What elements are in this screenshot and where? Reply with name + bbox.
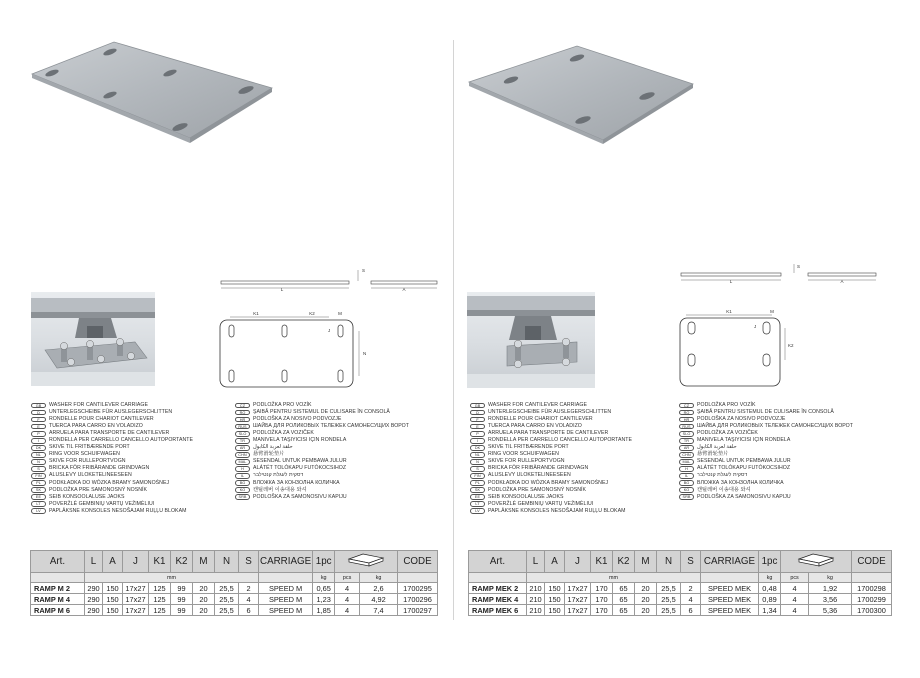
table-row: RAMP MEK 2 210 150 17x27 170 65 20 25,5 2 SPEED MEK 0,48 4 1,92 1700298 — [469, 583, 892, 594]
lang-item: RO ŞAIBĂ PENTRU SISTEMUL DE CULISARE ÎN CONSOLĂ — [679, 409, 853, 416]
table-header-row: Art. L A J K1 K2 M N S CARRIAGE 1pc CODE — [31, 551, 438, 573]
lang-item: KO 캔틸레버 이송대용 와셔 — [679, 487, 853, 494]
technical-drawing — [672, 262, 912, 390]
lang-item: N SKIVE FOR RULLEPORTVOGN — [470, 458, 632, 465]
lang-item: BG ВЛОЖКА ЗА КОНЗОЛНА КОЛИЧКА — [235, 480, 409, 487]
lang-item: LT POVERŽLĖ GEMBINIŲ VARTŲ VEŽIMĖLIUI — [470, 501, 632, 508]
lang-item: CHN 悬臂滑轮垫片 — [679, 451, 853, 458]
lang-item: PL PODKŁADKA DO WÓZKA BRAMY SAMONOŚNEJ — [31, 480, 193, 487]
lang-item: D UNTERLEGSCHEIBE FÜR AUSLEGERSCHLITTEN — [470, 409, 632, 416]
spec-table — [30, 550, 438, 616]
lang-item: MAL SESENDAL UNTUK PEMBAWA JULUR — [235, 458, 409, 465]
lang-item: RUS ШАЙБА ДЛЯ РОЛИКОВЫХ ТЕЛЕЖЕК САМОНЕСУЩИХ ВОРОТ — [235, 423, 409, 430]
table-row: RAMP M 6 290 150 17x27 125 99 20 25,5 6 SPEED M 1,85 4 7,4 1700297 — [31, 605, 438, 616]
lang-item: LT POVERŽLĖ GEMBINIŲ VARTŲ VEŽIMĖLIUI — [31, 501, 193, 508]
table-row: RAMP M 4 290 150 17x27 125 99 20 25,5 4 SPEED M 1,23 4 4,92 1700296 — [31, 594, 438, 605]
lang-item: S BRICKA FÖR FRIBÄRANDE GRINDVAGN — [31, 465, 193, 472]
mounting-photo — [467, 292, 595, 388]
lang-item: H ALÁTÉT TOLÓKAPU FUTÓKOCSIHOZ — [679, 465, 853, 472]
lang-item: DK SKIVE TIL FRITBÆRENDE PORT — [31, 444, 193, 451]
plate-photo-4-holes — [465, 40, 705, 150]
lang-item: RO ŞAIBĂ PENTRU SISTEMUL DE CULISARE ÎN CONSOLĂ — [235, 409, 409, 416]
lang-item: F RONDELLE POUR CHARIOT CANTILEVER — [470, 416, 632, 423]
lang-item: SRB PODLOŠKA ZA SAMONOSIVU KAPIJU — [235, 494, 409, 501]
lang-item: RUS ШАЙБА ДЛЯ РОЛИКОВЫХ ТЕЛЕЖЕК САМОНЕСУЩИХ ВОРОТ — [679, 423, 853, 430]
lang-item: SLO PODLOŽKA ZA VOZIČEK — [679, 430, 853, 437]
lang-item: SLO PODLOŽKA ZA VOZIČEK — [235, 430, 409, 437]
language-list-column-2 — [679, 402, 853, 501]
technical-drawing — [212, 262, 452, 390]
lang-item: AR حلقة لعربة الكابول — [679, 444, 853, 451]
table-header-row: Art. L A J K1 K2 M N S CARRIAGE 1pc CODE — [469, 551, 892, 573]
lang-item: N SKIVE FOR RULLEPORTVOGN — [31, 458, 193, 465]
language-list-column-1 — [470, 402, 632, 515]
lang-item: LV PAPLĀKSNE KONSOLES NESOŠAJAM RUĻĻU BLOKAM — [470, 508, 632, 515]
package-icon — [781, 551, 852, 573]
lang-item: SK PODLOŽKA PRE SAMONOSNÝ NOSNÍK — [31, 487, 193, 494]
lang-item: TR MANIVELA TAŞIYICISI IÇIN RONDELA — [679, 437, 853, 444]
lang-item: HR PODLOŠKA ZA NOSIVO PODVOZJE — [235, 416, 409, 423]
page-divider — [453, 40, 454, 620]
dimension-label-j: J — [754, 324, 757, 329]
lang-item: H ALÁTÉT TOLÓKAPU FUTÓKOCSIHOZ — [235, 465, 409, 472]
lang-item: EE SEIB KONSOOLALUSE JAOKS — [470, 494, 632, 501]
lang-item: FIN ALUSLEVY ULOKETELINEESEEN — [470, 472, 632, 479]
lang-item: EE SEIB KONSOOLALUSE JAOKS — [31, 494, 193, 501]
table-row: RAMP MEK 6 210 150 17x27 170 65 20 25,5 6 SPEED MEK 1,34 4 5,36 1700300 — [469, 605, 892, 616]
dimension-label-k2: K2 — [309, 311, 315, 316]
lang-item: D UNTERLEGSCHEIBE FÜR AUSLEGERSCHLITTEN — [31, 409, 193, 416]
lang-item: CHN 悬臂滑轮垫片 — [235, 451, 409, 458]
lang-item: AR حلقة لعربة الكابول — [235, 444, 409, 451]
lang-item: SK PODLOŽKA PRE SAMONOSNÝ NOSNÍK — [470, 487, 632, 494]
lang-item: P ARRUELA PARA TRANSPORTE DE CANTILEVER — [31, 430, 193, 437]
spec-table — [468, 550, 892, 616]
dimension-label-j: J — [328, 328, 331, 333]
lang-item: SRB PODLOŠKA ZA SAMONOSIVU KAPIJU — [679, 494, 853, 501]
package-icon — [335, 551, 398, 573]
lang-item: HR PODLOŠKA ZA NOSIVO PODVOZJE — [679, 416, 853, 423]
plate-photo-6-holes — [20, 30, 290, 160]
lang-item: BG ВЛОЖКА ЗА КОНЗОЛНА КОЛИЧКА — [679, 480, 853, 487]
dimension-label-s: S — [797, 264, 801, 269]
lang-item: GB WASHER FOR CANTILEVER CARRIAGE — [470, 402, 632, 409]
dimension-label-l: L — [280, 287, 284, 292]
lang-item: CZ PODLOŽKA PRO VOZÍK — [235, 402, 409, 409]
dimension-label-m: M — [770, 309, 774, 314]
dimension-label-s: S — [362, 268, 366, 273]
lang-item: E TUERCA PARA CARRO EN VOLADIZO — [470, 423, 632, 430]
lang-item: I RONDELLA PER CARRELLO CANCELLO AUTOPORTANTE — [31, 437, 193, 444]
lang-item: S BRICKA FÖR FRIBÄRANDE GRINDVAGN — [470, 465, 632, 472]
language-list-column-1 — [31, 402, 193, 515]
lang-item: NL RING VOOR SCHUIFWAGEN — [470, 451, 632, 458]
dimension-label-n: N — [363, 351, 367, 356]
lang-item: FIN ALUSLEVY ULOKETELINEESEEN — [31, 472, 193, 479]
product-panel-ramp-mek — [460, 0, 920, 678]
dimension-label-m: M — [338, 311, 342, 316]
lang-item: PL PODKŁADKA DO WÓZKA BRAMY SAMONOŚNEJ — [470, 480, 632, 487]
lang-item: LV PAPLĀKSNE KONSOLES NESOŠAJAM RUĻĻU BLOKAM — [31, 508, 193, 515]
lang-item: F RONDELLE POUR CHARIOT CANTILEVER — [31, 416, 193, 423]
lang-item: IL דסקית לעגלת קנטילבר — [679, 472, 853, 479]
dimension-label-a: A — [402, 287, 406, 292]
lang-item: I RONDELLA PER CARRELLO CANCELLO AUTOPORTANTE — [470, 437, 632, 444]
dimension-label-l: L — [729, 279, 733, 284]
lang-item: TR MANIVELA TAŞIYICISI IÇIN RONDELA — [235, 437, 409, 444]
dimension-label-k2: K2 — [788, 343, 794, 348]
lang-item: MAL SESENDAL UNTUK PEMBAWA JULUR — [679, 458, 853, 465]
lang-item: KO 캔틸레버 이송대용 와셔 — [235, 487, 409, 494]
mounting-photo — [31, 292, 155, 386]
dimension-label-k1: K1 — [253, 311, 259, 316]
lang-item: IL דסקית לעגלת קנטילבר — [235, 472, 409, 479]
lang-item: DK SKIVE TIL FRITBÆRENDE PORT — [470, 444, 632, 451]
language-list-column-2 — [235, 402, 409, 501]
table-unit-row: mm kg pcs kg — [31, 573, 438, 583]
table-row: RAMP MEK 4 210 150 17x27 170 65 20 25,5 4 SPEED MEK 0,89 4 3,56 1700299 — [469, 594, 892, 605]
lang-item: E TUERCA PARA CARRO EN VOLADIZO — [31, 423, 193, 430]
dimension-label-a: A — [840, 279, 844, 284]
lang-item: P ARRUELA PARA TRANSPORTE DE CANTILEVER — [470, 430, 632, 437]
lang-item: NL RING VOOR SCHUIFWAGEN — [31, 451, 193, 458]
table-unit-row: mm kg pcs kg — [469, 573, 892, 583]
dimension-label-k1: K1 — [726, 309, 732, 314]
table-row: RAMP M 2 290 150 17x27 125 99 20 25,5 2 SPEED M 0,65 4 2,6 1700295 — [31, 583, 438, 594]
lang-item: GB WASHER FOR CANTILEVER CARRIAGE — [31, 402, 193, 409]
lang-item: CZ PODLOŽKA PRO VOZÍK — [679, 402, 853, 409]
